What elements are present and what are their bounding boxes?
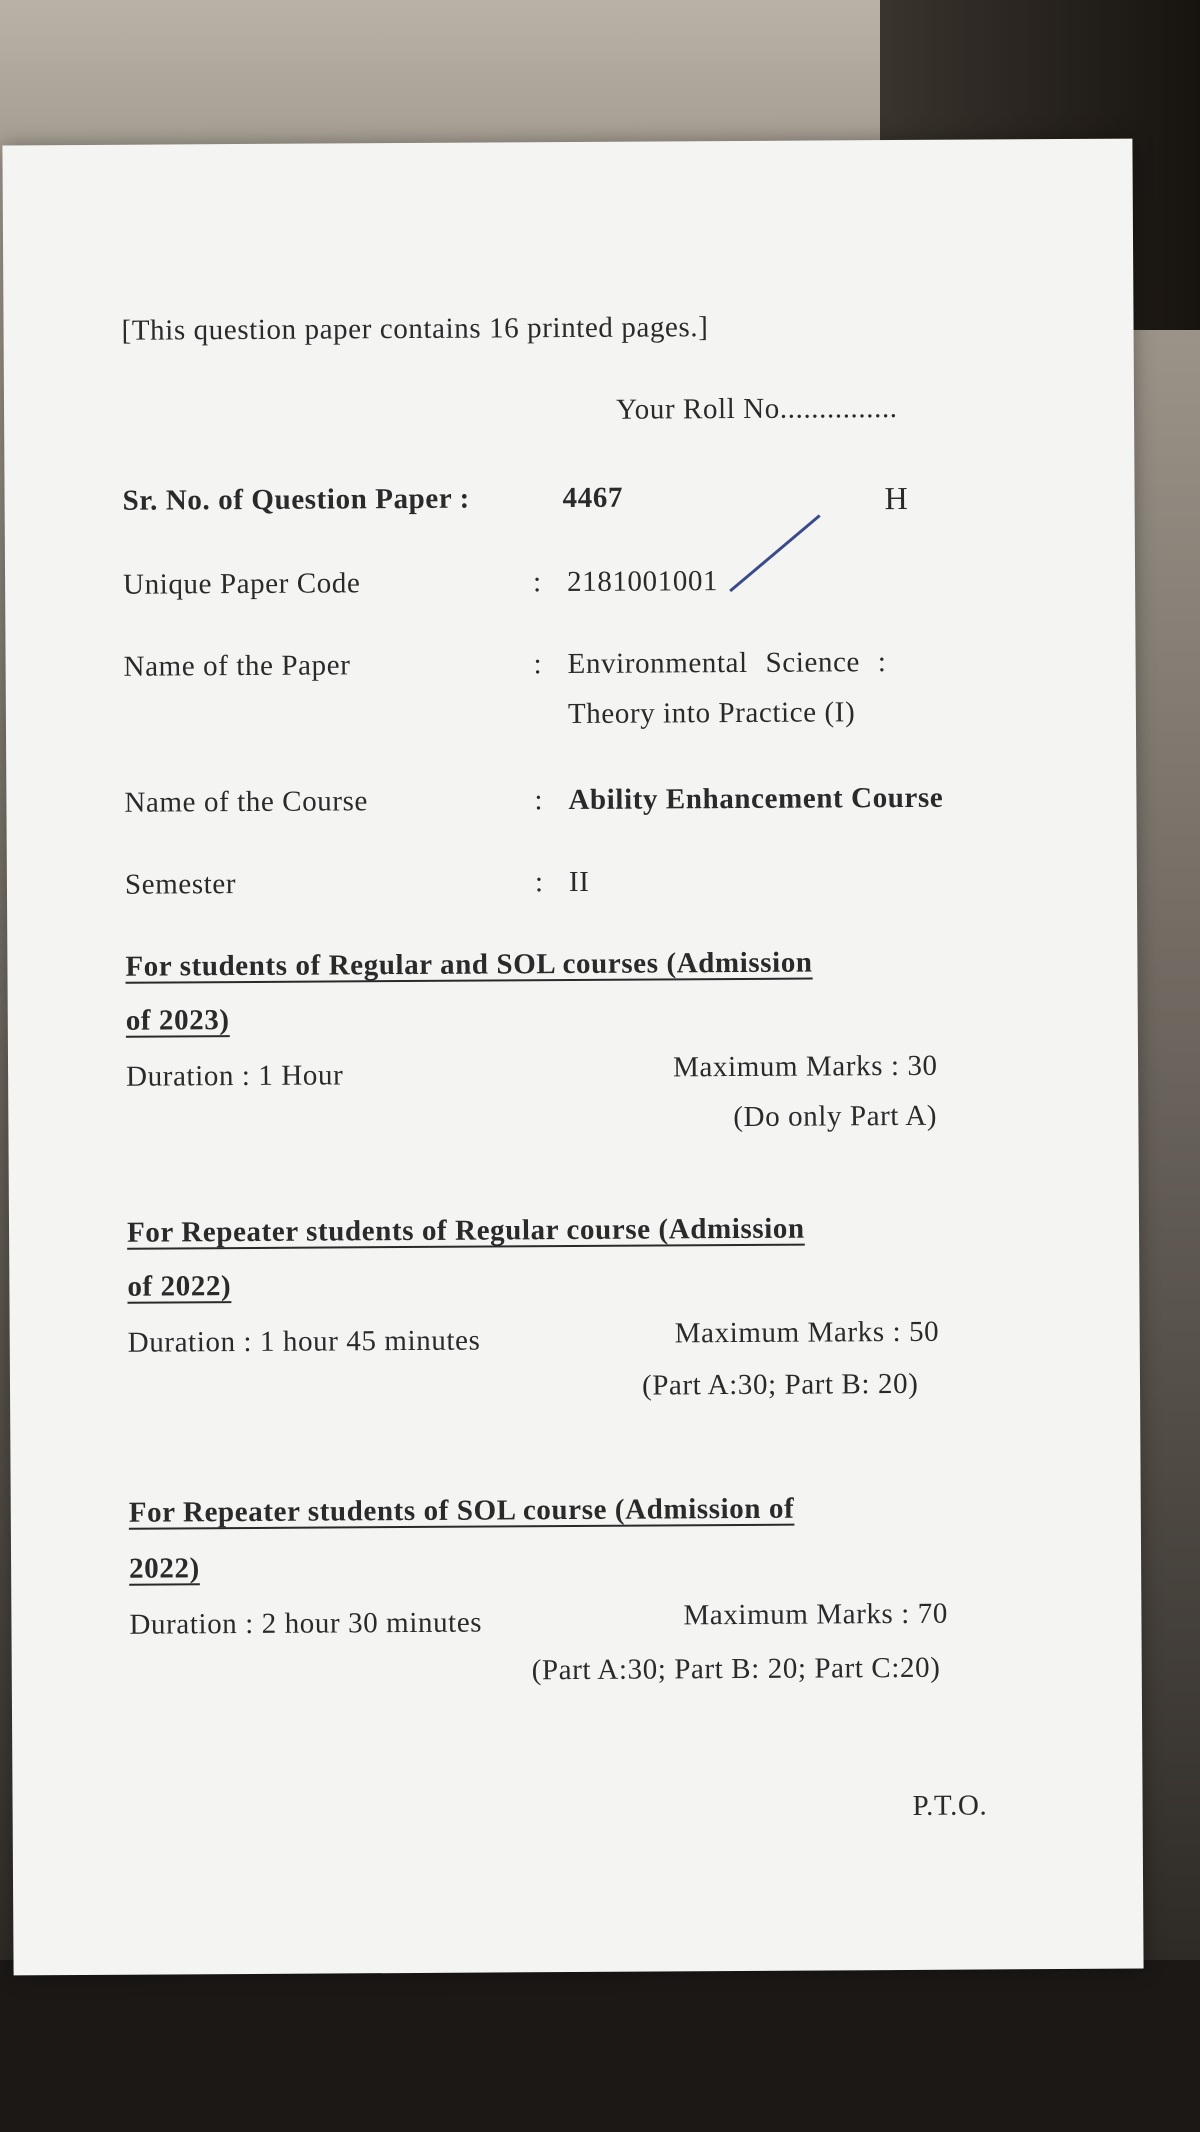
question-paper-sheet [2,139,1143,1976]
unique-paper-code-value: 2181001001 [567,565,719,599]
section1-max-marks: Maximum Marks : 30 [672,1049,938,1084]
semester-value: II [568,865,590,899]
section2-heading-line2: of 2022) [127,1270,232,1303]
serial-number-value: 4467 [562,481,624,515]
roll-number-label: Your Roll No............... [615,392,898,426]
section2-duration: Duration : 1 hour 45 minutes [127,1324,481,1359]
semester-colon: : [534,866,544,899]
serial-number-label: Sr. No. of Question Paper : [122,482,470,517]
please-turn-over: P.T.O. [912,1789,988,1822]
section3-heading-line1: For Repeater students of SOL course (Admission of [128,1492,795,1529]
paper-set-letter: H [884,479,909,517]
pen-tick-mark [725,510,826,601]
semester-label: Semester [124,868,237,901]
section3-note: (Part A:30; Part B: 20; Part C:20) [531,1651,941,1687]
section1-duration: Duration : 1 Hour [126,1059,344,1093]
pages-note: [This question paper contains 16 printed pages.] [121,311,709,347]
paper-name-label: Name of the Paper [123,649,351,683]
unique-paper-code-label: Unique Paper Code [123,567,361,601]
section2-max-marks: Maximum Marks : 50 [674,1315,940,1350]
pen-tick-stroke [730,515,820,591]
background-table-surface [0,1960,1200,2132]
paper-name-line1: Environmental Science : [567,646,887,681]
section3-heading-line2: 2022) [129,1552,200,1585]
section1-heading-line1: For students of Regular and SOL courses (Admission [125,946,813,983]
section2-note: (Part A:30; Part B: 20) [641,1367,919,1402]
paper-name-colon: : [533,648,543,681]
section3-duration: Duration : 2 hour 30 minutes [129,1606,483,1641]
paper-name-line2: Theory into Practice (I) [567,696,856,731]
course-name-label: Name of the Course [124,785,369,819]
unique-paper-code-colon: : [533,566,542,599]
course-name-value: Ability Enhancement Course [568,781,944,817]
section1-note: (Do only Part A) [733,1099,938,1134]
section3-max-marks: Maximum Marks : 70 [683,1597,949,1632]
course-name-colon: : [534,784,544,817]
section1-heading-line2: of 2023) [125,1004,230,1037]
section2-heading-line1: For Repeater students of Regular course (Admission [126,1212,805,1249]
